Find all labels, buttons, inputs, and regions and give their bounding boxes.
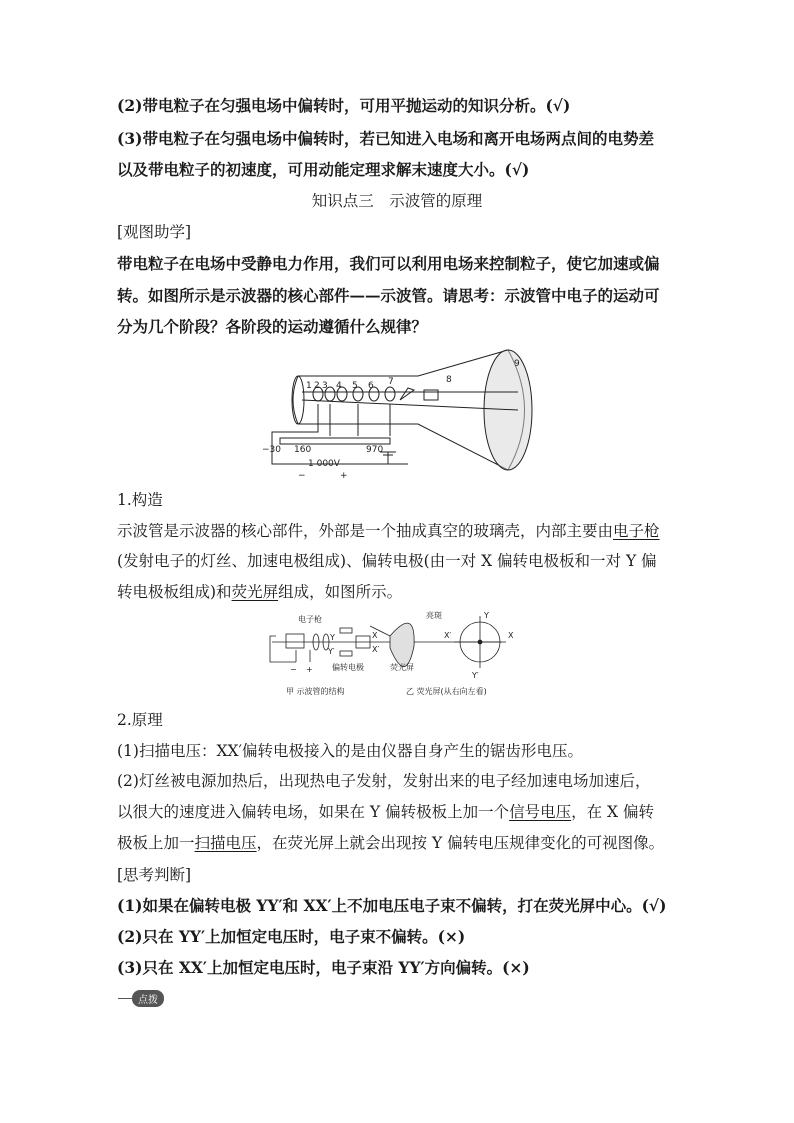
judge-item-3: (3)只在 XX′上加恒定电压时，电子束沿 YY′方向偏转。(×) [117, 958, 530, 977]
supply-voltage: 1 000V [308, 459, 340, 469]
tip-label: 点拨 [132, 990, 164, 1007]
tube-label-3: 3 [322, 381, 328, 391]
principle-heading: 2.原理 [117, 711, 163, 729]
principle-p2-line2-post: ，在 X 偏转 [571, 803, 654, 821]
structure-line-1-text: 示波管是示波器的核心部件，外部是一个抽成真空的玻璃壳，内部主要由 [117, 522, 614, 540]
fig2-plus: + [306, 665, 313, 674]
term-sweep-voltage: 扫描电压 [194, 834, 257, 852]
principle-p2-line2 [117, 802, 654, 822]
tip-dash [118, 998, 132, 999]
x-label-small: X [372, 631, 378, 640]
term-electron-gun: 电子枪 [613, 522, 660, 540]
tip-marker [118, 990, 164, 1006]
principle-p2-line3-pre: 极板上加一 [117, 834, 195, 852]
voltage-160: 160 [294, 445, 312, 455]
principle-p2-line3-post: ，在荧光屏上就会出现按 Y 偏转电压规律变化的可视图像。 [256, 834, 665, 852]
term-fluorescent-screen: 荧光屏 [231, 583, 279, 601]
tube-structure-figure [266, 606, 528, 700]
structure-line-3 [117, 582, 402, 602]
supply-plus: + [340, 471, 348, 480]
oscilloscope-tube-figure [258, 344, 540, 480]
guide-text-1: 带电粒子在电场中受静电力作用，我们可以利用电场来控制粒子，使它加速或偏 [117, 254, 660, 273]
y-label-top: Y [330, 633, 335, 642]
section-title: 知识点三 示波管的原理 [311, 192, 483, 210]
judgment-2: (2)带电粒子在匀强电场中偏转时，可用平抛运动的知识分析。(√) [117, 96, 571, 115]
voltage-minus30: −30 [262, 445, 281, 455]
guide-text-3: 分为几个阶段？各阶段的运动遵循什么规律？ [117, 317, 428, 336]
supply-minus: − [298, 471, 306, 480]
tube-label-4: 4 [336, 381, 342, 391]
tube-label-1: 1 [306, 381, 312, 391]
caption-a: 甲 示波管的结构 [286, 687, 345, 696]
guide-label: [观图助学] [117, 223, 192, 241]
screen-y-prime-label: Y′ [472, 671, 479, 680]
tube-label-5: 5 [352, 381, 358, 391]
principle-p2-line1: (2)灯丝被电源加热后，出现热电子发射，发射出来的电子经加速电场加速后， [117, 772, 651, 790]
judge-item-2: (2)只在 YY′上加恒定电压时，电子束不偏转。(×) [117, 927, 466, 946]
fig2-minus: − [290, 665, 297, 674]
tube-label-6: 6 [368, 381, 374, 391]
structure-line-1 [117, 521, 660, 541]
judge-heading: [思考判断] [117, 866, 192, 884]
voltage-970: 970 [366, 445, 384, 455]
term-signal-voltage: 信号电压 [509, 803, 572, 821]
screen-x-prime-label: X′ [444, 631, 452, 640]
tube-label-8: 8 [446, 375, 452, 385]
y-prime-label: Y′ [328, 647, 335, 656]
deflect-label: 偏转电极 [332, 663, 364, 672]
gun-label: 电子枪 [298, 615, 322, 624]
caption-b: 乙 荧光屏(从右向左看) [406, 687, 487, 696]
tube-label-2: 2 [314, 381, 320, 391]
tube-label-9: 9 [514, 359, 520, 369]
judgment-3-line1: (3)带电粒子在匀强电场中偏转时，若已知进入电场和离开电场两点间的电势差 [117, 129, 654, 148]
x-prime-label-small: X′ [372, 645, 380, 654]
judgment-3-line2: 以及带电粒子的初速度，可用动能定理求解末速度大小。(√) [117, 160, 530, 179]
judge-item-1: (1)如果在偏转电极 YY′和 XX′上不加电压电子束不偏转，打在荧光屏中心。(√) [117, 896, 667, 915]
structure-line-3-post: 组成，如图所示。 [278, 583, 403, 601]
screen-label: 荧光屏 [390, 663, 414, 672]
principle-p1: (1)扫描电压：XX′偏转电极接入的是由仪器自身产生的锯齿形电压。 [117, 742, 584, 760]
screen-y-label: Y [484, 611, 489, 620]
principle-p2-line2-pre: 以很大的速度进入偏转电场，如果在 Y 偏转极板上加一个 [117, 803, 510, 821]
structure-line-3-pre: 转电极板组成)和 [117, 583, 232, 601]
structure-heading: 1.构造 [117, 491, 163, 509]
screen-x-label: X [508, 631, 514, 640]
spot-label: 亮斑 [426, 611, 442, 620]
principle-p2-line3 [117, 833, 664, 853]
tube-label-7: 7 [388, 377, 394, 387]
guide-text-2: 转。如图所示是示波器的核心部件——示波管。请思考：示波管中电子的运动可 [117, 286, 660, 305]
structure-line-2: (发射电子的灯丝、加速电极组成)、偏转电极(由一对 X 偏转电极板和一对 Y 偏 [117, 552, 657, 570]
